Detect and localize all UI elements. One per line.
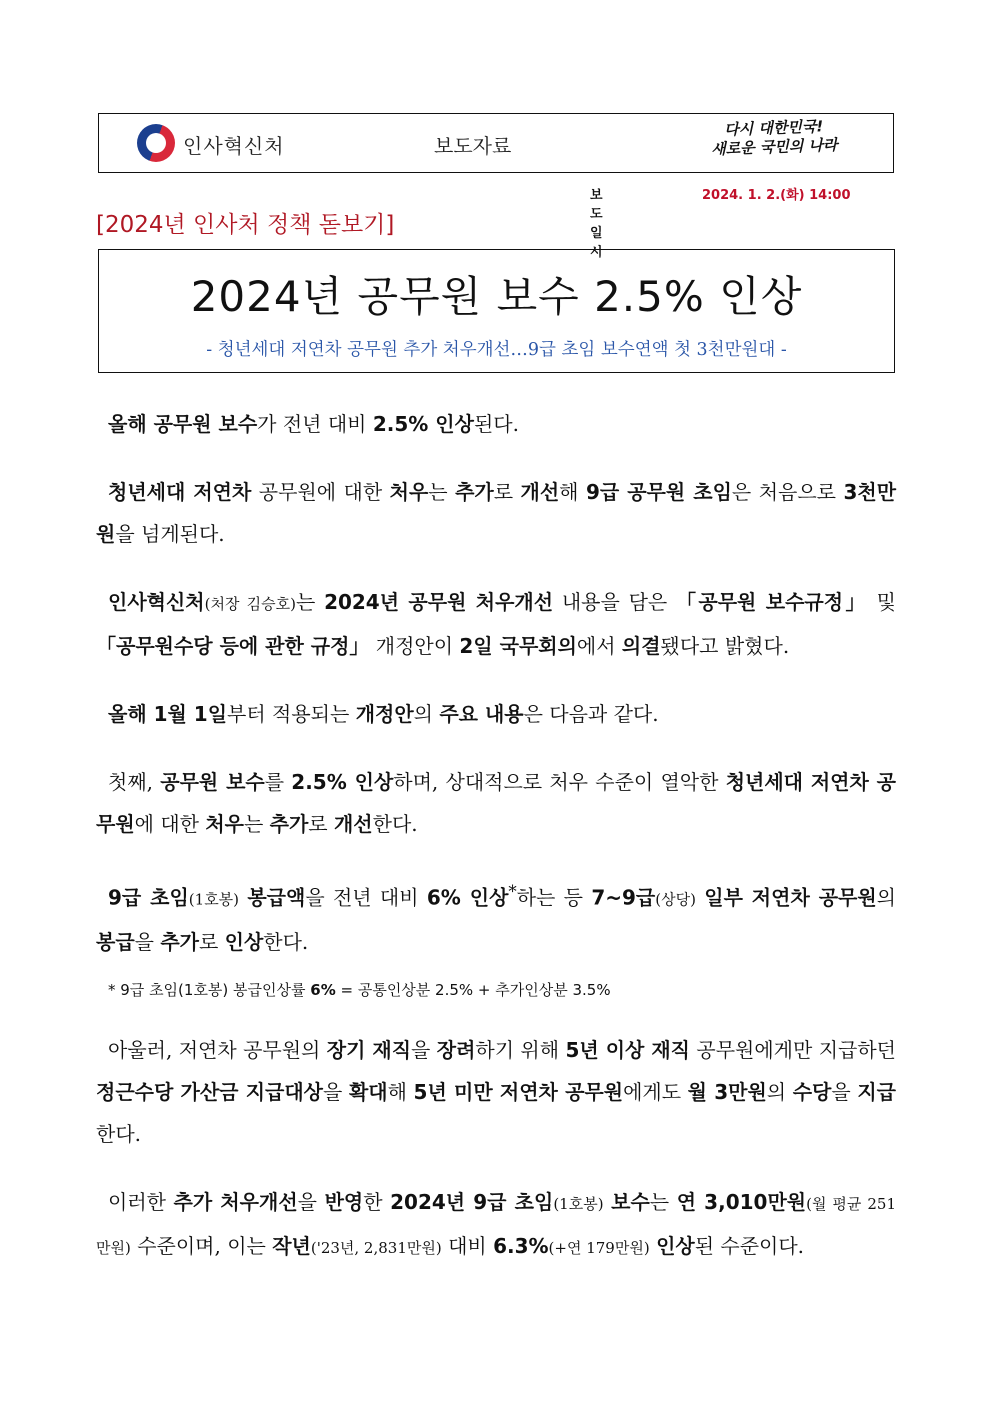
text-run: 은 처음으로 <box>731 480 844 504</box>
text-run: 개정안이 <box>369 634 460 658</box>
bold-text-run: 장기 재직 <box>326 1037 412 1062</box>
text-run: 내용을 담은 <box>553 590 676 614</box>
bold-text-run: 인상 <box>224 929 264 954</box>
text-run: 한다. <box>372 812 418 836</box>
bold-text-run: 장려 <box>436 1037 476 1062</box>
doc-type: 보도자료 <box>434 134 512 158</box>
bold-text-run: 청년세대 저연차 <box>108 480 252 504</box>
text-run: 한다. <box>96 1121 141 1146</box>
bold-text-run: 정근수당 가산금 지급대상 <box>96 1079 323 1104</box>
bold-text-run: 6% 인상 <box>426 885 509 910</box>
text-run: 하는 등 <box>516 885 592 910</box>
bold-text-run: 보수 <box>611 1189 650 1214</box>
text-run: 에게도 <box>623 1079 688 1104</box>
bold-text-run: 확대 <box>348 1079 388 1104</box>
bold-text-run: 2024년 9급 초임 <box>390 1189 554 1214</box>
paragraph-group-2 <box>96 1029 896 1269</box>
text-run: 로 <box>493 480 521 504</box>
bold-text-run: 월 3만원 <box>687 1079 767 1104</box>
org-name: 인사혁신처 <box>183 134 285 158</box>
text-run: 로 <box>308 812 334 836</box>
bold-text-run: 처우 <box>389 480 429 504</box>
text-run: (+연 179만원) <box>548 1238 650 1257</box>
slogan <box>673 116 874 161</box>
text-run: 대비 <box>441 1233 494 1258</box>
press-header <box>98 113 894 173</box>
government-emblem-icon <box>137 124 175 162</box>
bold-text-run: 올해 1월 1일 <box>108 702 228 726</box>
paragraph <box>96 761 896 845</box>
text-run: 는 <box>295 590 325 614</box>
text-run: 을 <box>831 1079 858 1104</box>
text-run: 공무원에게만 지급하던 <box>689 1037 896 1062</box>
text-run: * <box>508 882 517 901</box>
text-run: 첫째, <box>108 770 161 794</box>
text-run: 의 <box>766 1079 793 1104</box>
text-run: 된 수준이다. <box>694 1233 805 1258</box>
text-run: (처장 김승호) <box>204 595 296 613</box>
bold-text-run: 3천만원 <box>96 480 897 546</box>
bold-text-run: 「공무원수당 등에 관한 규정」 <box>96 634 370 658</box>
paragraph <box>96 403 896 445</box>
series-label: [2024년 인사처 정책 돋보기] <box>96 212 395 238</box>
bold-text-run: 2.5% 인상 <box>291 770 394 794</box>
text-run: * 9급 초임(1호봉) 봉급인상률 <box>108 980 311 999</box>
slogan-line-1: 다시 대한민국! <box>723 117 824 139</box>
paragraph <box>96 581 896 667</box>
release-label: 보도일시 <box>590 188 603 260</box>
bold-text-run: 9급 공무원 초임 <box>585 480 732 504</box>
paragraph-group-1 <box>96 403 896 963</box>
text-run: 를 <box>264 770 292 794</box>
text-run: 는 <box>243 812 270 836</box>
bold-text-run: 봉급액 <box>247 885 306 910</box>
slogan-line-2: 새로운 국민의 나라 <box>710 135 838 159</box>
bold-text-run: 2.5% 인상 <box>372 412 474 436</box>
bold-text-run: 청년세대 저연차 공무원 <box>96 770 896 836</box>
text-run: 아울러, 저연차 공무원의 <box>108 1037 327 1062</box>
text-run: 을 전년 대비 <box>305 885 427 910</box>
text-run: 및 <box>867 590 896 614</box>
text-run: 됐다고 밝혔다. <box>660 634 790 658</box>
text-run: (상당) <box>655 890 696 909</box>
text-run: 의 <box>413 702 440 726</box>
bold-text-run: 2일 국무회의 <box>459 634 577 658</box>
text-run: 이러한 <box>108 1189 174 1214</box>
text-run: 에 대한 <box>134 812 206 836</box>
text-run: (1호봉) <box>188 890 240 909</box>
bold-text-run: 2024년 공무원 처우개선 <box>324 590 554 614</box>
text-run: 해 <box>387 1079 414 1104</box>
text-run: 된다. <box>473 412 519 436</box>
text-run: 한 <box>363 1189 391 1214</box>
paragraph <box>96 1029 896 1155</box>
text-run: 을 넘게된다. <box>115 522 225 546</box>
text-run: 한다. <box>263 929 309 954</box>
text-run <box>696 886 704 910</box>
text-run: 을 <box>411 1037 437 1062</box>
release-datetime: 2024. 1. 2.(화) 14:00 <box>702 188 851 203</box>
bold-text-run: 개정안 <box>355 702 414 726</box>
text-run: 가 전년 대비 <box>257 412 373 436</box>
paragraph <box>96 693 896 735</box>
text-run: 는 <box>428 480 456 504</box>
text-run: 는 <box>649 1189 677 1214</box>
bold-text-run: 연 3,010만원 <box>676 1189 807 1214</box>
text-run: 부터 적용되는 <box>227 702 356 726</box>
bold-text-run: 9급 초임 <box>108 885 189 910</box>
bold-text-run: 수당 <box>792 1079 832 1104</box>
text-run: 을 <box>134 929 161 954</box>
paragraph <box>96 1181 896 1269</box>
bold-text-run: 의결 <box>621 634 661 658</box>
page-subtitle: - 청년세대 저연차 공무원 추가 처우개선…9급 초임 보수연액 첫 3천만원대 - <box>206 340 787 360</box>
article-body <box>96 403 896 1295</box>
text-run: (월 평균 251만원) <box>96 1194 897 1257</box>
bold-text-run: 개선 <box>333 812 373 836</box>
bold-text-run: 일부 저연차 공무원 <box>704 885 877 910</box>
bold-text-run: 6.3% <box>493 1233 549 1258</box>
bold-text-run: 추가 <box>269 812 309 836</box>
text-run: 의 <box>876 885 896 910</box>
text-run <box>604 1190 612 1214</box>
text-run: = 공통인상분 2.5% + 추가인상분 3.5% <box>335 980 611 999</box>
text-run: (1호봉) <box>553 1194 604 1213</box>
bold-text-run: 주요 내용 <box>439 702 524 726</box>
text-run: 로 <box>198 929 225 954</box>
bold-text-run: 6% <box>310 980 336 999</box>
bold-text-run: 처우 <box>205 812 244 836</box>
text-run: 공무원에 대한 <box>251 480 390 504</box>
text-run: 해 <box>559 480 586 504</box>
bold-text-run: 5년 이상 재직 <box>565 1037 690 1062</box>
paragraph <box>96 871 896 963</box>
footnote <box>96 979 896 1001</box>
title-box <box>98 249 895 373</box>
text-run: 수준이며, 이는 <box>130 1233 273 1258</box>
text-run: 하며, 상대적으로 처우 수준이 열악한 <box>393 770 726 794</box>
bold-text-run: 개선 <box>520 480 560 504</box>
bold-text-run: 작년 <box>272 1233 311 1258</box>
bold-text-run: 7~9급 <box>591 885 656 910</box>
text-run: 을 <box>297 1189 325 1214</box>
text-run: ('23년, 2,831만원) <box>310 1238 442 1257</box>
bold-text-run: 봉급 <box>96 929 135 954</box>
bold-text-run: 지급 <box>857 1079 896 1104</box>
bold-text-run: 올해 공무원 보수 <box>108 412 258 436</box>
bold-text-run: 인사혁신처 <box>108 590 205 614</box>
text-run: 에서 <box>576 634 622 658</box>
bold-text-run: 추가 처우개선 <box>173 1189 298 1214</box>
text-run: 하기 위해 <box>475 1037 566 1062</box>
bold-text-run: 추가 <box>160 929 199 954</box>
paragraph <box>96 471 896 555</box>
text-run: 은 다음과 같다. <box>523 702 659 726</box>
text-run: 을 <box>323 1079 349 1104</box>
bold-text-run: 5년 미만 저연차 공무원 <box>413 1079 624 1104</box>
bold-text-run: 공무원 보수 <box>160 770 265 794</box>
bold-text-run: 추가 <box>455 480 494 504</box>
page-title: 2024년 공무원 보수 2.5% 인상 <box>190 272 803 321</box>
bold-text-run: 「공무원 보수규정」 <box>676 590 868 614</box>
bold-text-run: 반영 <box>324 1189 364 1214</box>
bold-text-run: 인상 <box>656 1233 695 1258</box>
